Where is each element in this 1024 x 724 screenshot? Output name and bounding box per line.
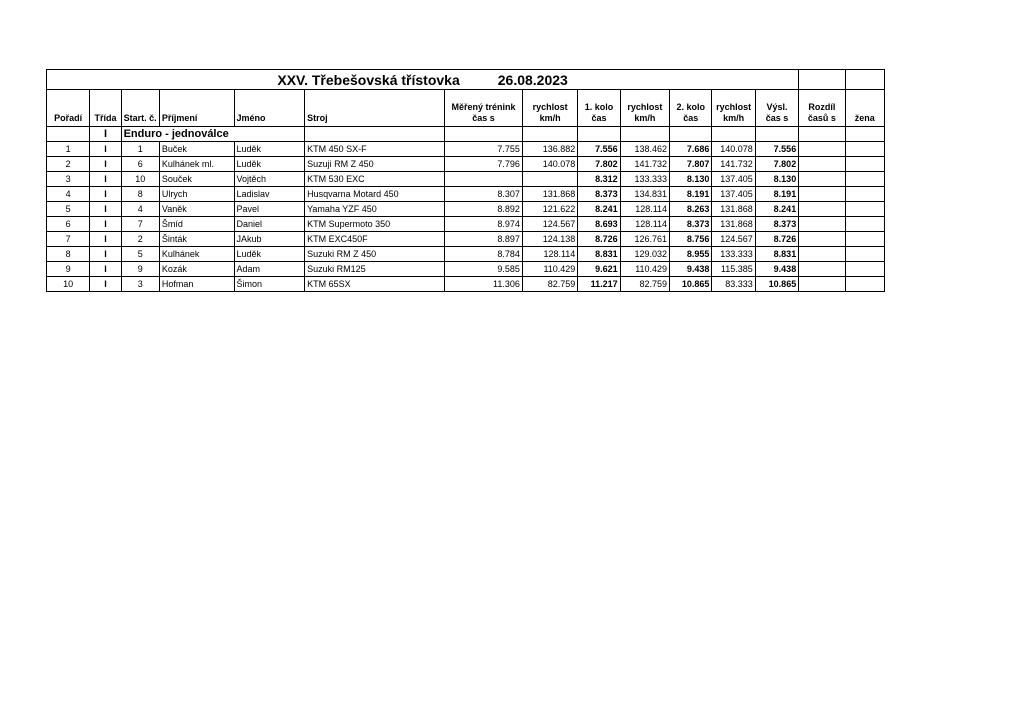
col-kolo1: 1. kolo čas [578,90,620,127]
cell-trenink: 7.755 [445,142,523,157]
cell-prijmeni: Ulrych [159,187,234,202]
cell-rychlost2: 133.333 [712,247,755,262]
cell-poradi: 1 [47,142,90,157]
cell-vysl: 10.865 [755,277,798,292]
cell-kolo2: 9.438 [670,262,712,277]
cell-kolo1: 8.693 [578,217,620,232]
col-rozdil: Rozdíl časů s [799,90,845,127]
cell-vysl: 8.191 [755,187,798,202]
cell-trida: I [90,172,121,187]
cell-rychlost1: 82.759 [620,277,669,292]
cell-poradi: 9 [47,262,90,277]
cell-prijmeni: Šinták [159,232,234,247]
cell-trida: I [90,157,121,172]
table-row [47,172,885,187]
cell-jmeno: Luděk [234,157,305,172]
cell-rychlost: 124.567 [522,217,577,232]
title-row [47,70,885,90]
cell-trenink: 8.897 [445,232,523,247]
cell-empty [845,217,884,232]
cell-empty [845,157,884,172]
cell-jmeno: Luděk [234,247,305,262]
cell-poradi: 10 [47,277,90,292]
category-row [47,127,885,142]
cell-poradi: 3 [47,172,90,187]
cell-empty [799,277,845,292]
cell-trida: I [90,277,121,292]
cell-jmeno: Pavel [234,202,305,217]
cell-kolo1: 8.831 [578,247,620,262]
col-poradi: Pořadí [47,90,90,127]
cell-rychlost1: 126.761 [620,232,669,247]
cell-prijmeni: Kulhánek ml. [159,157,234,172]
cell-trida: I [90,202,121,217]
cell-rychlost1: 138.462 [620,142,669,157]
event-date: 26.08.2023 [497,71,568,88]
table-row [47,232,885,247]
cell-rychlost2: 131.868 [712,217,755,232]
cell-vysl: 7.556 [755,142,798,157]
cell-kolo2: 8.130 [670,172,712,187]
cell-prijmeni: Hofman [159,277,234,292]
cell-start: 7 [121,217,159,232]
cell-empty [845,187,884,202]
cell-rychlost: 121.622 [522,202,577,217]
col-trenink: Měřený trénink čas s [445,90,523,127]
cell-trida: I [90,187,121,202]
cell-rychlost2: 115.385 [712,262,755,277]
cell-rychlost2: 124.567 [712,232,755,247]
cell-rychlost1: 128.114 [620,217,669,232]
cell-kolo1: 8.312 [578,172,620,187]
cell-rychlost1: 110.429 [620,262,669,277]
cell-jmeno: JAkub [234,232,305,247]
cell-poradi: 2 [47,157,90,172]
cell-rychlost1: 129.032 [620,247,669,262]
cell-poradi: 5 [47,202,90,217]
cell-kolo1: 8.241 [578,202,620,217]
col-rychlost1: rychlost km/h [620,90,669,127]
table-row [47,157,885,172]
cell-rychlost: 82.759 [522,277,577,292]
table-row [47,202,885,217]
cell-kolo2: 8.191 [670,187,712,202]
cell-vysl: 8.130 [755,172,798,187]
cell-empty [799,247,845,262]
cell-empty [799,187,845,202]
cell-vysl: 8.373 [755,217,798,232]
cell-start: 10 [121,172,159,187]
cell-stroj: Suzuji RM Z 450 [305,157,445,172]
cell-rychlost: 128.114 [522,247,577,262]
cell-trenink: 11.306 [445,277,523,292]
header-row [47,90,885,127]
cell-empty [845,232,884,247]
cell-trida: I [90,262,121,277]
cell-trenink: 7.796 [445,157,523,172]
cell-empty [799,202,845,217]
cell-start: 5 [121,247,159,262]
col-vysl: Výsl. čas s [755,90,798,127]
cell-empty [799,157,845,172]
cell-stroj: Husqvarna Motard 450 [305,187,445,202]
cell-stroj: Suzuki RM125 [305,262,445,277]
cell-stroj: KTM 450 SX-F [305,142,445,157]
cell-poradi: 7 [47,232,90,247]
cell-jmeno: Luděk [234,142,305,157]
cell-jmeno: Vojtěch [234,172,305,187]
cell-kolo2: 8.373 [670,217,712,232]
cell-kolo2: 10.865 [670,277,712,292]
cell-prijmeni: Šmíd [159,217,234,232]
cell-empty [845,142,884,157]
cell-empty [799,232,845,247]
cell-rychlost [522,172,577,187]
cell-rychlost: 110.429 [522,262,577,277]
results-table [46,69,885,292]
cell-trida: I [90,232,121,247]
cell-kolo2: 8.955 [670,247,712,262]
cell-trenink: 8.892 [445,202,523,217]
table-row [47,217,885,232]
cell-rychlost2: 141.732 [712,157,755,172]
cell-prijmeni: Buček [159,142,234,157]
col-trida: Třída [90,90,121,127]
cell-trida: I [90,247,121,262]
cell-poradi: 8 [47,247,90,262]
cell-vysl: 7.802 [755,157,798,172]
cell-empty [799,262,845,277]
cell-start: 9 [121,262,159,277]
cell-kolo2: 8.756 [670,232,712,247]
cell-rychlost: 131.868 [522,187,577,202]
cell-kolo1: 8.726 [578,232,620,247]
cell-trida: I [90,142,121,157]
page-title [47,70,799,90]
cell-empty [845,262,884,277]
cell-rychlost1: 134.831 [620,187,669,202]
cell-start: 6 [121,157,159,172]
cell-start: 8 [121,187,159,202]
category-name: Enduro - jednoválce [121,127,305,142]
cell-kolo1: 7.556 [578,142,620,157]
cell-empty [799,217,845,232]
cell-rychlost2: 137.405 [712,172,755,187]
cell-empty [845,277,884,292]
cell-start: 2 [121,232,159,247]
cell-jmeno: Ladislav [234,187,305,202]
cell-rychlost: 140.078 [522,157,577,172]
cell-kolo1: 11.217 [578,277,620,292]
col-jmeno: Jméno [234,90,305,127]
cell-kolo1: 9.621 [578,262,620,277]
cell-rychlost2: 140.078 [712,142,755,157]
cell-kolo1: 8.373 [578,187,620,202]
cell-stroj: KTM EXC450F [305,232,445,247]
table-row [47,142,885,157]
col-stroj: Stroj [305,90,445,127]
col-rychlost2: rychlost km/h [712,90,755,127]
cell-trenink: 8.307 [445,187,523,202]
cell-trenink [445,172,523,187]
col-start: Start. č. [121,90,159,127]
cell-rychlost1: 133.333 [620,172,669,187]
cell-poradi: 4 [47,187,90,202]
cell-kolo2: 7.807 [670,157,712,172]
cell-rychlost1: 141.732 [620,157,669,172]
category-class: I [90,127,121,142]
cell-rychlost: 136.882 [522,142,577,157]
cell-empty [845,172,884,187]
cell-prijmeni: Kozák [159,262,234,277]
cell-trenink: 8.784 [445,247,523,262]
cell-empty [799,142,845,157]
cell-prijmeni: Vaněk [159,202,234,217]
cell-vysl: 9.438 [755,262,798,277]
cell-stroj: KTM Supermoto 350 [305,217,445,232]
cell-empty [799,172,845,187]
table-row [47,247,885,262]
cell-poradi: 6 [47,217,90,232]
cell-rychlost2: 131.868 [712,202,755,217]
cell-prijmeni: Kulhánek [159,247,234,262]
cell-trida: I [90,217,121,232]
cell-rychlost2: 137.405 [712,187,755,202]
cell-jmeno: Daniel [234,217,305,232]
col-rychlost: rychlost km/h [522,90,577,127]
table-row [47,262,885,277]
cell-jmeno: Šimon [234,277,305,292]
cell-kolo2: 8.263 [670,202,712,217]
cell-rychlost: 124.138 [522,232,577,247]
cell-vysl: 8.831 [755,247,798,262]
cell-vysl: 8.726 [755,232,798,247]
cell-kolo2: 7.686 [670,142,712,157]
table-row [47,187,885,202]
col-prijmeni: Příjmení [159,90,234,127]
cell-stroj: KTM 530 EXC [305,172,445,187]
cell-stroj: KTM 65SX [305,277,445,292]
cell-rychlost1: 128.114 [620,202,669,217]
cell-start: 4 [121,202,159,217]
cell-start: 1 [121,142,159,157]
cell-start: 3 [121,277,159,292]
cell-prijmeni: Souček [159,172,234,187]
cell-trenink: 8.974 [445,217,523,232]
table-row [47,277,885,292]
cell-stroj: Suzuki RM Z 450 [305,247,445,262]
cell-kolo1: 7.802 [578,157,620,172]
cell-vysl: 8.241 [755,202,798,217]
cell-stroj: Yamaha YZF 450 [305,202,445,217]
cell-rychlost2: 83.333 [712,277,755,292]
cell-empty [845,202,884,217]
event-name: XXV. Třebešovská třístovka [277,71,460,88]
cell-jmeno: Adam [234,262,305,277]
col-kolo2: 2. kolo čas [670,90,712,127]
cell-empty [845,247,884,262]
col-zena: žena [845,90,884,127]
cell-trenink: 9.585 [445,262,523,277]
